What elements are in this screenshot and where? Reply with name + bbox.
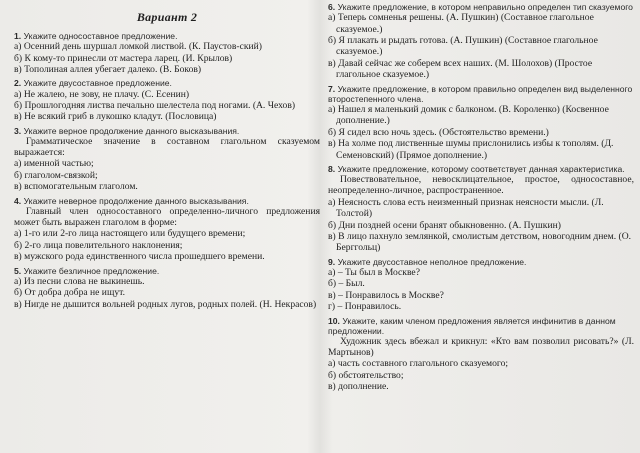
question-number: 8. (328, 164, 336, 175)
option-c: в) мужского рода единственного числа прошедшего времени. (14, 251, 265, 263)
option-c: в) вспомогательным глаголом. (14, 181, 138, 193)
option-b: б) – Был. (328, 278, 365, 290)
option-a: а) именной частью; (14, 158, 94, 170)
question-1 (14, 31, 320, 75)
question-number: 7. (328, 83, 336, 94)
option-a: а) Из песни слова не выкинешь. (14, 275, 145, 287)
option-b: б) От добра добра не ищут. (14, 287, 125, 299)
option-a: а) часть составного глагольного сказуемого; (328, 358, 509, 370)
option-b: б) 2-го лица повелительного наклонения; (14, 239, 183, 251)
option-c: в) Не всякий гриб в лукошко кладут. (Пословица) (14, 111, 217, 123)
question-number: 5. (14, 265, 22, 276)
question-7 (328, 84, 634, 161)
question-text: Укажите, каким членом предложения является инфинитив в данном предложении. (328, 315, 616, 336)
question-9 (328, 257, 634, 313)
question-number: 2. (14, 78, 22, 89)
question-number: 6. (328, 2, 336, 12)
question-8 (328, 164, 634, 254)
question-4 (14, 196, 320, 263)
option-a: а) Теперь сомненья решены. (А. Пушкин) (Составное глагольное сказуемое.) (328, 12, 594, 35)
question-text: Укажите двусоставное предложение. (23, 78, 172, 89)
right-column (328, 0, 634, 396)
option-b: б) К кому-то принесли от мастера ларец. (И. Крылов) (14, 52, 233, 64)
question-6 (328, 2, 634, 81)
left-column (14, 0, 320, 313)
option-a: а) Осенний день шуршал ломкой листвой. (К. Паустов-ский) (14, 41, 262, 53)
question-text: Укажите двусоставное неполное предложение. (337, 256, 527, 267)
option-c: в) В лицо пахнуло землянкой, смолистым детством, новогодним днем. (О. Берггольц) (328, 230, 632, 254)
statement-text: Художник здесь вбежал и крикнул: «Кто вам позволил рисовать?» (Л. Мартынов) (328, 335, 634, 359)
option-b: б) Я сидел всю ночь здесь. (Обстоятельство времени.) (328, 126, 549, 138)
option-c: в) дополнение. (328, 381, 389, 393)
option-c: в) На холме под лиственные шумы прислонились избы к тополям. (Д. Семеновский) (Прямое дополнение.) (328, 138, 614, 161)
question-3 (14, 126, 320, 193)
variant-title: Вариант 2 (136, 10, 198, 24)
option-b: б) Прошлогодняя листва печально шелестела под ногами. (А. Чехов) (14, 100, 296, 112)
option-b: б) глаголом-связкой; (14, 169, 98, 181)
question-10 (328, 316, 634, 393)
option-c: в) Тополиная аллея убегает далеко. (В. Боков) (14, 64, 202, 76)
option-b: б) Я плакать и рыдать готова. (А. Пушкин) (Составное глагольное сказуемое.) (328, 35, 598, 58)
question-text: Укажите безличное предложение. (23, 265, 160, 276)
option-c: в) – Понравилось в Москве? (328, 289, 444, 301)
question-text: Укажите верное продолжение данного высказывания. (23, 125, 240, 136)
question-number: 1. (14, 31, 22, 41)
option-b: б) обстоятельство; (328, 369, 404, 381)
statement-text: Грамматическое значение в составном глагольном сказуемом выражается: (14, 136, 320, 159)
question-text: Укажите неверное продолжение данного высказывания. (23, 195, 249, 206)
question-5 (14, 266, 320, 310)
option-d: г) – Понравилось. (328, 301, 402, 313)
option-c: в) Давай сейчас же соберем всех наших. (М. Шолохов) (Простое глагольное сказуемое.) (328, 57, 593, 81)
option-a: а) – Ты был в Москве? (328, 266, 420, 278)
option-a: а) Не жалею, не зову, не плачу. (С. Есенин) (14, 88, 190, 100)
question-text: Укажите предложение, в котором неправильно определен тип сказуемого (337, 2, 633, 12)
question-text: Укажите предложение, которому соответствует данная характеристика. (337, 164, 625, 175)
question-number: 3. (14, 125, 22, 136)
option-c: в) Нигде не дышится вольней родных лугов, родных полей. (Н. Некрасов) (14, 298, 317, 310)
option-b: б) Дни поздней осени бранят обыкновенно. (А. Пушкин) (328, 219, 561, 231)
question-number: 9. (328, 256, 336, 267)
option-a: а) Нашел я маленький домик с балконом. (В. Короленко) (Косвенное дополнение.) (328, 104, 609, 127)
option-a: а) 1-го или 2-го лица настоящего или будущего времени; (14, 228, 246, 240)
question-number: 10. (328, 315, 340, 326)
statement-text: Главный член односоставного определенно-личного предложения может быть выражен глаголом в форме: (14, 205, 320, 229)
question-text: Укажите предложение, в котором правильно определен вид выделенного второстепенного члена. (328, 83, 633, 104)
option-a: а) Неясность слова есть неизменный признак неясности мысли. (Л. Толстой) (328, 196, 604, 220)
question-text: Укажите односоставное предложение. (23, 31, 178, 41)
question-2 (14, 78, 320, 122)
question-number: 4. (14, 195, 22, 206)
statement-text: Повествовательное, невосклицательное, простое, односоставное, неопределенно-личное, распространенное. (328, 174, 634, 197)
